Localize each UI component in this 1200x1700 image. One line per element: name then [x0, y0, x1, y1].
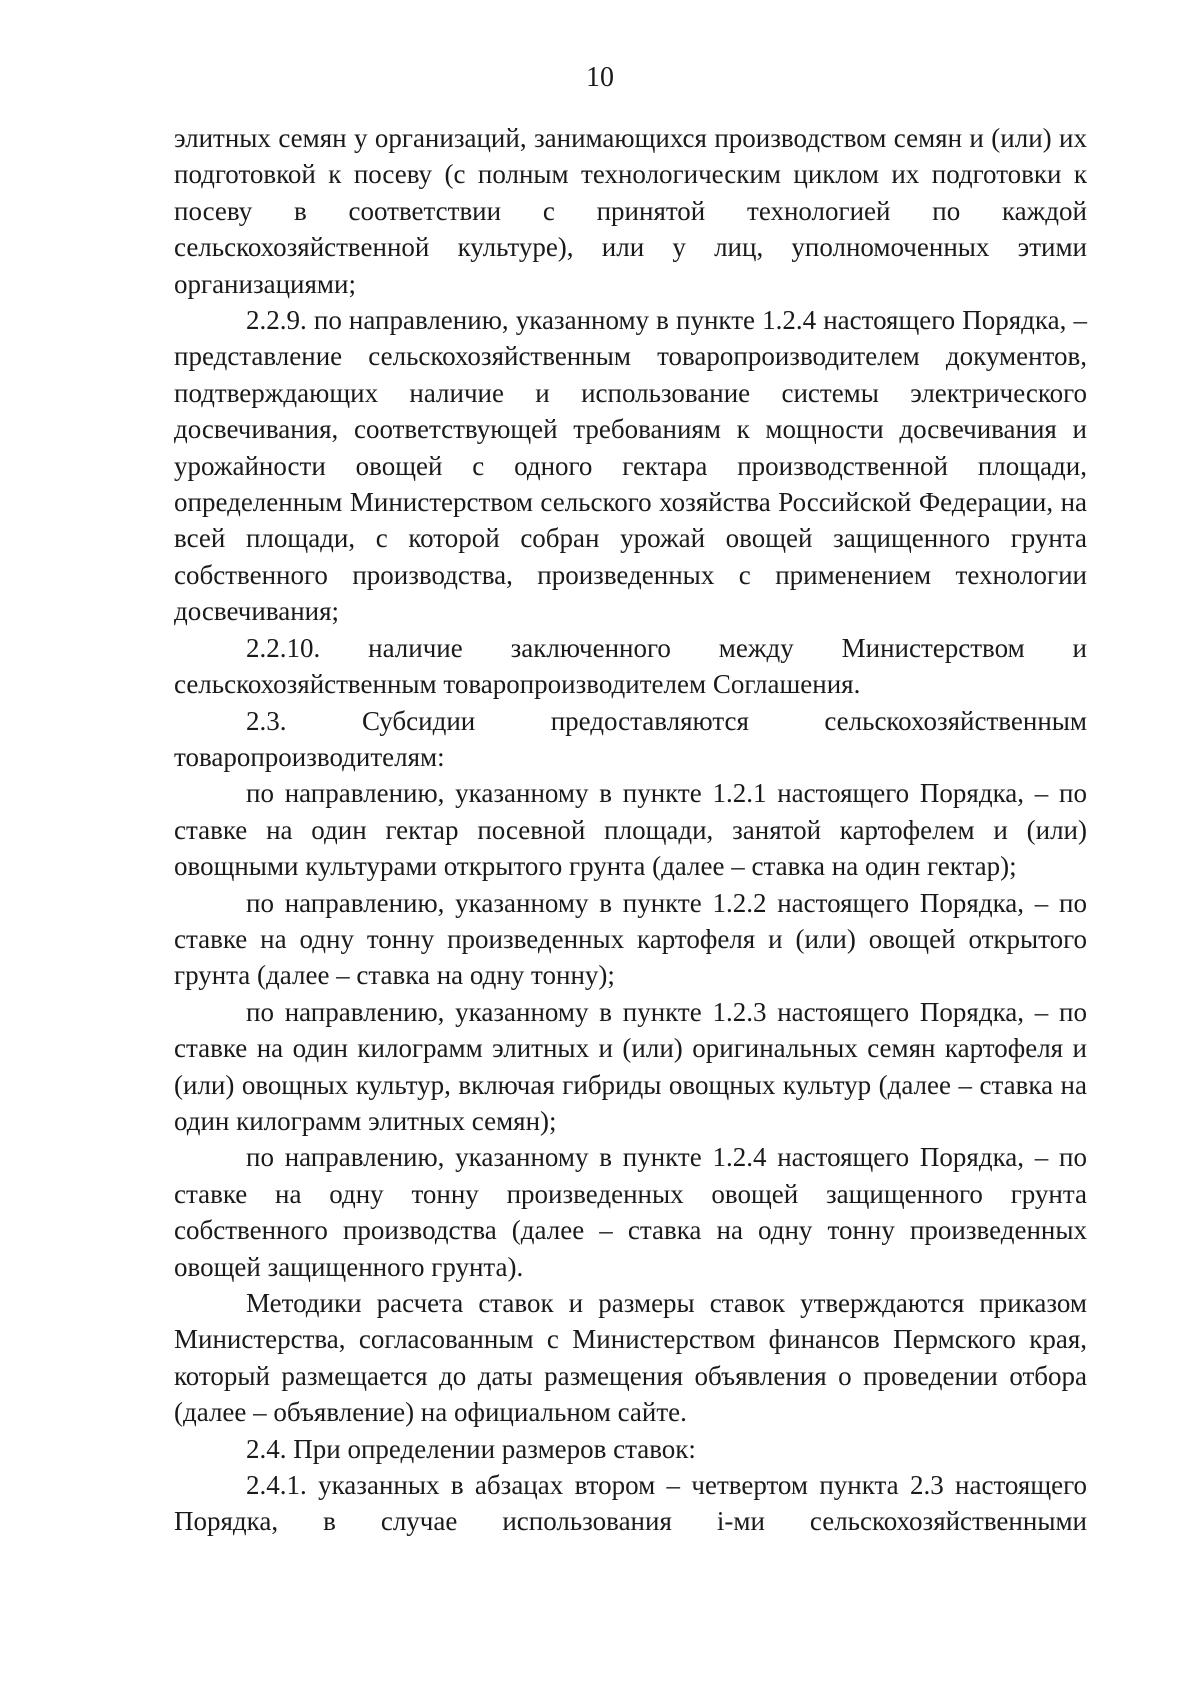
paragraph-2-3: 2.3. Субсидии предоставляются сельскохозяйственным товаропроизводителям:	[174, 705, 1087, 772]
paragraph-direction-1-2-3: по направлению, указанному в пункте 1.2.3 настоящего Порядка, – по ставке на один килограмм элитных и (или) оригинальных семян картофеля и (или) овощных культур, включая гибриды овощных культур (далее – ставка на один килограмм элитных семян);	[174, 996, 1087, 1136]
paragraph-2-4-1: 2.4.1. указанных в абзацах втором – четвертом пункта 2.3 настоящего Порядка, в случае использования i-ми сельскохозяйственными	[174, 1470, 1087, 1537]
paragraph-direction-1-2-2: по направлению, указанному в пункте 1.2.2 настоящего Порядка, – по ставке на одну тонну произведенных картофеля и (или) овощей открытого грунта (далее – ставка на одну тонну);	[174, 887, 1087, 991]
paragraph-2-2-10: 2.2.10. наличие заключенного между Министерством и сельскохозяйственным товаропроизводителем Соглашения.	[174, 632, 1087, 700]
paragraph-direction-1-2-4: по направлению, указанному в пункте 1.2.4 настоящего Порядка, – по ставке на одну тонну произведенных овощей защищенного грунта собственного производства (далее – ставка на одну тонну произведенных овощей защищенного грунта).	[174, 1142, 1087, 1282]
paragraph-continuation: элитных семян у организаций, занимающихся производством семян и (или) их подготовкой к посеву (с полным технологическим циклом их подготовки к посеву в соответствии с принятой технологией по каждой сельскохозяйственной культуре), или у лиц, уполномоченных этими организациями;	[174, 123, 1087, 299]
paragraph-2-4: 2.4. При определении размеров ставок:	[246, 1433, 696, 1464]
paragraph-2-2-9: 2.2.9. по направлению, указанному в пункте 1.2.4 настоящего Порядка, – представление сельскохозяйственным товаропроизводителем документов, подтверждающих наличие и использование системы электрического досвечивания, соответствующей требованиям к мощности досвечивания и урожайности овощей с одного гектара производственной площади, определенным Министерством сельского хозяйства Российской Федерации, на всей площади, с которой собран урожай овощей защищенного грунта собственного производства, произведенных с применением технологии досвечивания;	[174, 305, 1087, 627]
paragraph-methodology: Методики расчета ставок и размеры ставок утверждаются приказом Министерства, согласованным с Министерством финансов Пермского края, который размещается до даты размещения объявления о проведении отбора (далее – объявление) на официальном сайте.	[174, 1288, 1087, 1428]
paragraph-direction-1-2-1: по направлению, указанному в пункте 1.2.1 настоящего Порядка, – по ставке на один гектар посевной площади, занятой картофелем и (или) овощными культурами открытого грунта (далее – ставка на один гектар);	[174, 778, 1087, 882]
page-number: 10	[586, 62, 614, 93]
document-body	[174, 120, 1087, 1540]
